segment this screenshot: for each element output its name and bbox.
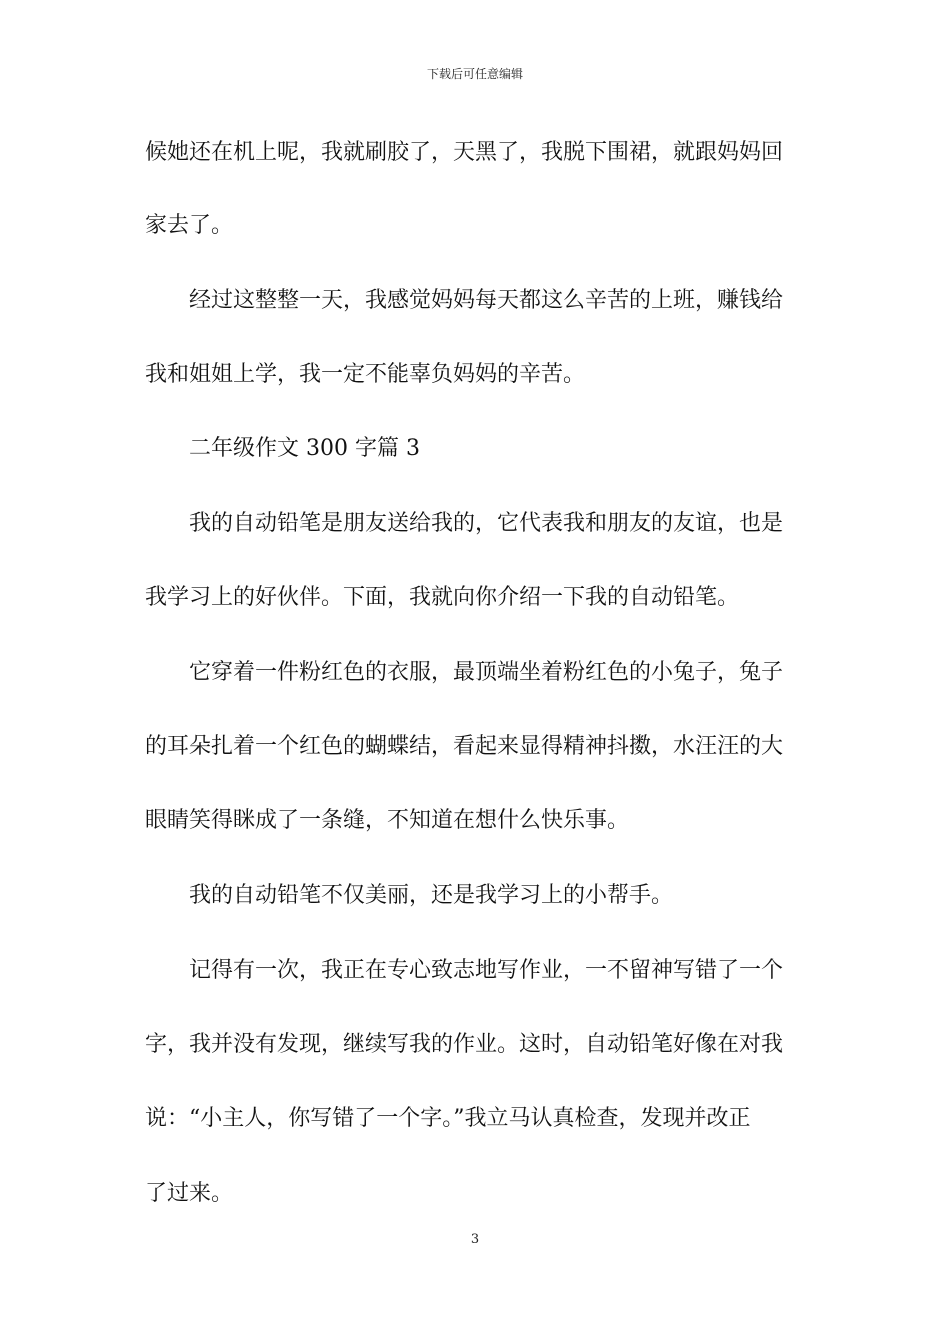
text-line: 记得有一次，我正在专心致志地写作业，一不留神写错了一个 bbox=[145, 958, 784, 983]
text-line: 经过这整整一天，我感觉妈妈每天都这么辛苦的上班，赚钱给 bbox=[145, 288, 784, 313]
text-line: 家去了。 bbox=[145, 213, 234, 238]
text-line: 我和姐姐上学，我一定不能辜负妈妈的辛苦。 bbox=[145, 362, 586, 387]
text-line: 说：“小主人，你写错了一个字。”我立马认真检查，发现并改正 bbox=[145, 1106, 751, 1131]
text-line: 我学习上的好伙伴。下面，我就向你介绍一下我的自动铅笔。 bbox=[145, 585, 740, 610]
page-number: 3 bbox=[470, 1232, 480, 1247]
page-header-note: 下载后可任意编辑 bbox=[426, 67, 523, 81]
text-line: 我的自动铅笔不仅美丽，还是我学习上的小帮手。 bbox=[145, 883, 674, 908]
text-line: 我的自动铅笔是朋友送给我的，它代表我和朋友的友谊，也是 bbox=[145, 511, 784, 536]
text-line: 字，我并没有发现，继续写我的作业。这时，自动铅笔好像在对我 bbox=[145, 1032, 784, 1057]
section-heading: 二年级作文 300 字篇 3 bbox=[145, 436, 420, 461]
text-line: 了过来。 bbox=[145, 1181, 234, 1206]
text-line: 它穿着一件粉红色的衣服，最顶端坐着粉红色的小兔子，兔子 bbox=[145, 660, 784, 685]
text-line: 候她还在机上呢，我就刷胶了，天黑了，我脱下围裙，就跟妈妈回 bbox=[145, 140, 784, 165]
text-line: 的耳朵扎着一个红色的蝴蝶结，看起来显得精神抖擞，水汪汪的大 bbox=[145, 734, 784, 759]
text-line: 眼睛笑得眯成了一条缝，不知道在想什么快乐事。 bbox=[145, 808, 630, 833]
